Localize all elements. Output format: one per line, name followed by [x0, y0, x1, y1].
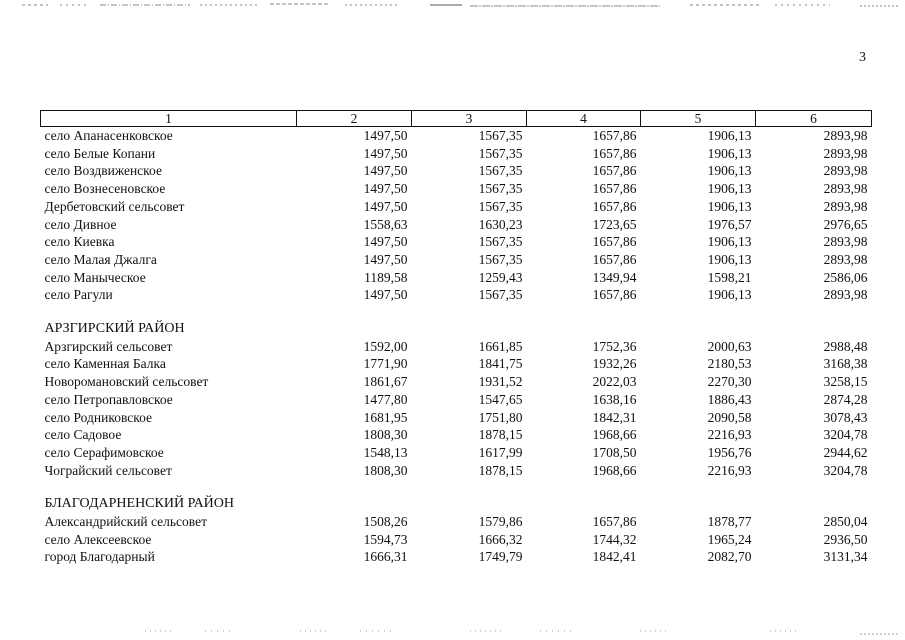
value-cell-col5: 2216,93 — [707, 427, 752, 443]
page-number: 3 — [859, 50, 866, 65]
value-cell-col6: 2988,48 — [823, 338, 868, 354]
table-row — [41, 462, 872, 480]
value-cell-col4: 1842,31 — [592, 409, 637, 425]
settlement-name: село Каменная Балка — [44, 356, 166, 372]
value-cell-col2: 1548,13 — [363, 444, 408, 460]
value-cell-col2: 1497,50 — [363, 251, 408, 267]
table-row — [41, 373, 872, 391]
settlement-name: село Маныческое — [44, 269, 146, 285]
value-cell-col3: 1661,85 — [478, 338, 523, 354]
value-cell-col6: 2850,04 — [823, 514, 868, 530]
table-row — [41, 180, 872, 198]
value-cell-col5: 1956,76 — [707, 444, 752, 460]
value-cell-col4: 1657,86 — [592, 163, 637, 179]
value-cell-col5: 1886,43 — [707, 391, 752, 407]
value-cell-col6: 2893,98 — [823, 198, 868, 214]
value-cell-col3: 1579,86 — [478, 514, 523, 530]
value-cell-col4: 1657,86 — [592, 234, 637, 250]
value-cell-col4: 1744,32 — [592, 531, 637, 547]
value-cell-col3: 1567,35 — [478, 198, 523, 214]
value-cell-col2: 1189,58 — [364, 269, 408, 285]
table-row — [41, 409, 872, 427]
value-cell-col3: 1878,15 — [478, 427, 523, 443]
scan-footer-artifact — [0, 622, 905, 640]
district-heading-row — [41, 320, 872, 338]
value-cell-col3: 1617,99 — [478, 444, 523, 460]
value-cell-col3: 1567,35 — [478, 163, 523, 179]
value-cell-col3: 1666,32 — [478, 531, 523, 547]
header-row — [41, 111, 872, 127]
value-cell-col5: 2216,93 — [707, 462, 752, 478]
settlement-name: село Серафимовское — [44, 444, 164, 460]
value-cell-col4: 1752,36 — [592, 338, 637, 354]
tariff-table-container — [40, 110, 871, 566]
settlement-name: село Киевка — [44, 234, 115, 250]
value-cell-col5: 1906,13 — [707, 181, 752, 197]
value-cell-col2: 1558,63 — [363, 216, 408, 232]
district-heading: БЛАГОДАРНЕНСКИЙ РАЙОН — [44, 496, 235, 512]
settlement-name: село Вознесеновское — [44, 181, 166, 197]
value-cell-col4: 1708,50 — [592, 444, 637, 460]
value-cell-col6: 3204,78 — [823, 462, 868, 478]
value-cell-col3: 1259,43 — [478, 269, 523, 285]
table-row — [41, 145, 872, 163]
value-cell-col6: 2874,28 — [823, 391, 868, 407]
value-cell-col5: 1976,57 — [707, 216, 752, 232]
value-cell-col4: 1657,86 — [592, 251, 637, 267]
spacer-row — [41, 304, 872, 320]
value-cell-col3: 1567,35 — [478, 251, 523, 267]
value-cell-col6: 3204,78 — [823, 427, 868, 443]
value-cell-col5: 1965,24 — [707, 531, 752, 547]
settlement-name: село Алексеевское — [44, 531, 152, 547]
value-cell-col4: 1657,86 — [592, 287, 637, 303]
value-cell-col6: 2936,50 — [823, 531, 868, 547]
value-cell-col3: 1931,52 — [478, 374, 523, 390]
settlement-name: Дербетовский сельсовет — [44, 198, 185, 214]
value-cell-col4: 1657,86 — [592, 145, 637, 161]
value-cell-col5: 1906,13 — [707, 234, 752, 250]
value-cell-col6: 2586,06 — [823, 269, 868, 285]
value-cell-col6: 2976,65 — [823, 216, 868, 232]
settlement-name: село Апанасенковское — [44, 128, 173, 143]
value-cell-col6: 2893,98 — [823, 163, 868, 179]
table-body — [41, 127, 872, 567]
value-cell-col2: 1808,30 — [363, 427, 408, 443]
value-cell-col6: 3078,43 — [823, 409, 868, 425]
settlement-name: село Воздвиженское — [44, 163, 162, 179]
column-header: 1 — [41, 111, 297, 127]
value-cell-col3: 1878,15 — [478, 462, 523, 478]
value-cell-col2: 1497,50 — [363, 163, 408, 179]
value-cell-col3: 1567,35 — [478, 145, 523, 161]
value-cell-col5: 1906,13 — [707, 128, 752, 143]
table-row — [41, 444, 872, 462]
value-cell-col2: 1592,00 — [363, 338, 408, 354]
value-cell-col3: 1547,65 — [478, 391, 523, 407]
value-cell-col4: 1968,66 — [592, 462, 637, 478]
value-cell-col2: 1808,30 — [363, 462, 408, 478]
table-row — [41, 548, 872, 566]
table-row — [41, 513, 872, 531]
settlement-name: село Дивное — [44, 216, 117, 232]
settlement-name: село Белые Копани — [44, 145, 156, 161]
table-row — [41, 127, 872, 145]
value-cell-col3: 1567,35 — [478, 181, 523, 197]
spacer-row — [41, 479, 872, 495]
table-row — [41, 286, 872, 304]
column-header: 2 — [297, 111, 412, 127]
district-heading: АРЗГИРСКИЙ РАЙОН — [44, 321, 185, 337]
value-cell-col4: 1657,86 — [592, 181, 637, 197]
value-cell-col4: 1932,26 — [592, 356, 637, 372]
value-cell-col2: 1477,80 — [363, 391, 408, 407]
column-header: 6 — [756, 111, 872, 127]
table-header — [41, 111, 872, 127]
value-cell-col5: 1906,13 — [707, 287, 752, 303]
settlement-name: город Благодарный — [44, 549, 155, 565]
value-cell-col5: 2000,63 — [707, 338, 752, 354]
value-cell-col2: 1497,50 — [363, 198, 408, 214]
value-cell-col2: 1666,31 — [363, 549, 408, 565]
settlement-name: село Рагули — [44, 287, 113, 303]
tariff-table — [40, 110, 872, 566]
settlement-name: Новоромановский сельсовет — [44, 374, 209, 390]
value-cell-col6: 2893,98 — [823, 251, 868, 267]
value-cell-col6: 2893,98 — [823, 287, 868, 303]
value-cell-col4: 1657,86 — [592, 198, 637, 214]
value-cell-col2: 1497,50 — [363, 145, 408, 161]
value-cell-col5: 1906,13 — [707, 163, 752, 179]
value-cell-col5: 1906,13 — [707, 251, 752, 267]
value-cell-col3: 1567,35 — [478, 128, 523, 143]
value-cell-col4: 1657,86 — [592, 128, 637, 143]
settlement-name: село Садовое — [44, 427, 122, 443]
value-cell-col3: 1751,80 — [478, 409, 523, 425]
table-row — [41, 426, 872, 444]
value-cell-col5: 1906,13 — [707, 198, 752, 214]
value-cell-col5: 1878,77 — [707, 514, 752, 530]
value-cell-col4: 1723,65 — [592, 216, 637, 232]
settlement-name: Александрийский сельсовет — [44, 514, 207, 530]
value-cell-col6: 2893,98 — [823, 234, 868, 250]
settlement-name: Чограйский сельсовет — [44, 462, 172, 478]
value-cell-col5: 2082,70 — [707, 549, 752, 565]
table-row — [41, 338, 872, 356]
table-row — [41, 198, 872, 216]
value-cell-col5: 1598,21 — [707, 269, 752, 285]
value-cell-col2: 1594,73 — [363, 531, 408, 547]
value-cell-col5: 1906,13 — [707, 145, 752, 161]
column-header: 3 — [412, 111, 527, 127]
table-row — [41, 269, 872, 287]
value-cell-col6: 3258,15 — [823, 374, 868, 390]
table-row — [41, 355, 872, 373]
value-cell-col3: 1567,35 — [478, 287, 523, 303]
value-cell-col3: 1567,35 — [478, 234, 523, 250]
table-row — [41, 391, 872, 409]
table-row — [41, 233, 872, 251]
value-cell-col6: 2944,62 — [823, 444, 868, 460]
value-cell-col4: 2022,03 — [592, 374, 637, 390]
table-row — [41, 251, 872, 269]
value-cell-col2: 1681,95 — [363, 409, 408, 425]
value-cell-col5: 2180,53 — [707, 356, 752, 372]
value-cell-col4: 1349,94 — [592, 269, 637, 285]
value-cell-col6: 2893,98 — [823, 145, 868, 161]
value-cell-col3: 1749,79 — [478, 549, 523, 565]
table-row — [41, 216, 872, 234]
value-cell-col2: 1497,50 — [363, 234, 408, 250]
table-row — [41, 162, 872, 180]
settlement-name: Арзгирский сельсовет — [44, 338, 173, 354]
value-cell-col6: 3131,34 — [823, 549, 868, 565]
value-cell-col2: 1861,67 — [363, 374, 408, 390]
column-header: 4 — [527, 111, 641, 127]
value-cell-col4: 1657,86 — [592, 514, 637, 530]
value-cell-col6: 3168,38 — [823, 356, 868, 372]
table-row — [41, 531, 872, 549]
value-cell-col4: 1638,16 — [592, 391, 637, 407]
value-cell-col2: 1508,26 — [363, 514, 408, 530]
scan-header-artifact — [0, 0, 905, 14]
value-cell-col4: 1842,41 — [592, 549, 637, 565]
value-cell-col6: 2893,98 — [823, 181, 868, 197]
value-cell-col5: 2090,58 — [707, 409, 752, 425]
value-cell-col2: 1771,90 — [363, 356, 408, 372]
value-cell-col6: 2893,98 — [823, 128, 868, 143]
value-cell-col2: 1497,50 — [363, 181, 408, 197]
value-cell-col4: 1968,66 — [592, 427, 637, 443]
value-cell-col3: 1841,75 — [478, 356, 523, 372]
value-cell-col5: 2270,30 — [707, 374, 752, 390]
settlement-name: село Петропавловское — [44, 391, 173, 407]
district-heading-row — [41, 495, 872, 513]
value-cell-col2: 1497,50 — [363, 128, 408, 143]
settlement-name: село Родниковское — [44, 409, 153, 425]
value-cell-col2: 1497,50 — [363, 287, 408, 303]
column-header: 5 — [641, 111, 756, 127]
value-cell-col3: 1630,23 — [478, 216, 523, 232]
settlement-name: село Малая Джалга — [44, 251, 157, 267]
